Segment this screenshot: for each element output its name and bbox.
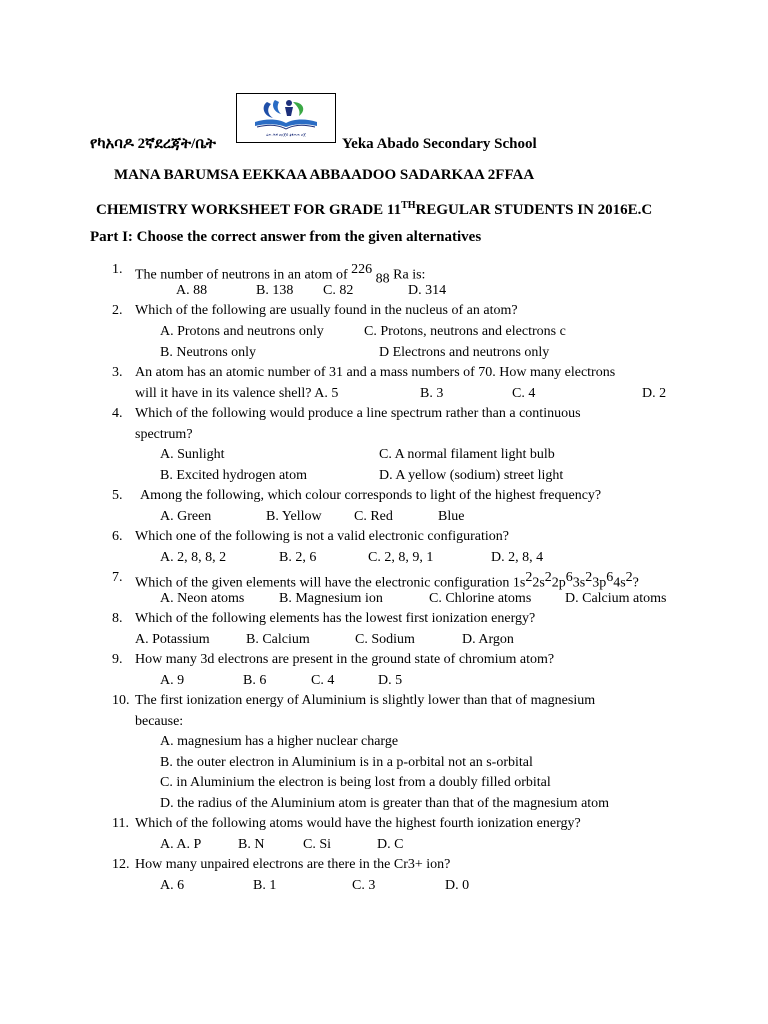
q9-option-a[interactable]: A. 9 xyxy=(160,673,185,688)
q9-option-d[interactable]: D. 5 xyxy=(378,673,403,688)
q10-option-d[interactable]: D. the radius of the Aluminium atom is greater than that of the magnesium atom xyxy=(160,796,610,811)
q6-option-d[interactable]: D. 2, 8, 4 xyxy=(491,550,544,565)
q12-option-d[interactable]: D. 0 xyxy=(445,878,470,893)
q11-option-b[interactable]: B. N xyxy=(238,837,265,852)
q2-number: 2. xyxy=(112,303,123,318)
q1-number: 1. xyxy=(112,262,123,277)
q9-number: 9. xyxy=(112,652,123,667)
q7-option-c[interactable]: C. Chlorine atoms xyxy=(429,591,532,606)
q4-text-line1: Which of the following would produce a line spectrum rather than a continuous xyxy=(135,406,581,421)
q9-text: How many 3d electrons are present in the ground state of chromium atom? xyxy=(135,652,555,667)
q4-number: 4. xyxy=(112,406,123,421)
q2-text: Which of the following are usually found in the nucleus of an atom? xyxy=(135,303,518,318)
q4-option-b[interactable]: B. Excited hydrogen atom xyxy=(160,468,307,483)
q11-option-d[interactable]: D. C xyxy=(377,837,404,852)
q4-option-a[interactable]: A. Sunlight xyxy=(160,447,225,462)
q5-option-b[interactable]: B. Yellow xyxy=(266,509,322,524)
q1-option-d[interactable]: D. 314 xyxy=(408,283,447,298)
school-name-amharic: የካአባዶ 2ኛደረጃት/ቤት xyxy=(90,136,216,152)
q10-text-line1: The first ionization energy of Aluminium is slightly lower than that of magnesium xyxy=(135,693,596,708)
title-superscript: TH xyxy=(401,200,416,211)
school-name-english: Yeka Abado Secondary School xyxy=(342,136,537,152)
q7-text-tail: ? xyxy=(632,575,639,591)
q11-option-a[interactable]: A. A. P xyxy=(160,837,202,852)
q1-text-post: Ra is: xyxy=(389,267,426,283)
q8-option-d[interactable]: D. Argon xyxy=(462,632,514,647)
q5-option-c[interactable]: C. Red xyxy=(354,509,393,524)
q5-number: 5. xyxy=(112,488,123,503)
school-name-oromo: MANA BARUMSA EEKKAA ABBAADOO SADARKAA 2FFAA xyxy=(114,167,535,183)
q6-text: Which one of the following is not a valid electronic configuration? xyxy=(135,529,509,544)
q1-option-b[interactable]: B. 138 xyxy=(256,283,294,298)
title-rest: REGULAR STUDENTS IN 2016E.C xyxy=(415,202,653,218)
q6-option-a[interactable]: A. 2, 8, 8, 2 xyxy=(160,550,227,565)
q3-text-line1: An atom has an atomic number of 31 and a mass numbers of 70. How many electrons xyxy=(135,365,616,380)
q1-atomic-number: 88 xyxy=(375,271,390,287)
q3-option-d[interactable]: D. 2 xyxy=(642,386,667,401)
q9-option-b[interactable]: B. 6 xyxy=(243,673,267,688)
logo-caption: ዕሐ ሕፃ ፀዐጀበ ፅፃሐሐ ፀጀ xyxy=(266,132,306,137)
q8-text: Which of the following elements has the lowest first ionization energy? xyxy=(135,611,536,626)
q5-option-d[interactable]: Blue xyxy=(438,509,465,524)
part1-heading: Part I: Choose the correct answer from the given alternatives xyxy=(90,229,482,245)
school-logo xyxy=(236,93,336,143)
q10-option-a[interactable]: A. magnesium has a higher nuclear charge xyxy=(160,734,399,749)
q10-text-line2: because: xyxy=(135,714,184,729)
q7-number: 7. xyxy=(112,570,123,585)
q7-text: Which of the given elements will have the electronic configuration 1s22s22p63s23p64s2? xyxy=(135,570,639,591)
q1-mass-number: 226 xyxy=(351,262,373,277)
q4-option-c[interactable]: C. A normal filament light bulb xyxy=(379,447,555,462)
title-main: CHEMISTRY WORKSHEET FOR GRADE 11 xyxy=(96,202,402,218)
q11-number: 11. xyxy=(112,816,129,831)
worksheet-title xyxy=(96,196,652,220)
q8-option-c[interactable]: C. Sodium xyxy=(355,632,415,647)
q2-option-a[interactable]: A. Protons and neutrons only xyxy=(160,324,324,339)
q10-number: 10. xyxy=(112,693,130,708)
q12-option-a[interactable]: A. 6 xyxy=(160,878,185,893)
q1-option-c[interactable]: C. 82 xyxy=(323,283,354,298)
q3-option-b[interactable]: B. 3 xyxy=(420,386,444,401)
q12-text: How many unpaired electrons are there in the Cr3+ ion? xyxy=(135,857,451,872)
q2-option-d[interactable]: D Electrons and neutrons only xyxy=(379,345,550,360)
q10-option-b[interactable]: B. the outer electron in Aluminium is in a p-orbital not an s-orbital xyxy=(160,755,533,770)
q12-number: 12. xyxy=(112,857,130,872)
q8-option-b[interactable]: B. Calcium xyxy=(246,632,310,647)
q7-text-main: Which of the given elements will have the electronic configuration 1s xyxy=(135,575,526,591)
q7-option-d[interactable]: D. Calcium atoms xyxy=(565,591,667,606)
q3-text-line2: will it have in its valence shell? A. 5 xyxy=(135,386,339,401)
q11-option-c[interactable]: C. Si xyxy=(303,837,332,852)
q8-number: 8. xyxy=(112,611,123,626)
q1-text-pre: The number of neutrons in an atom of xyxy=(135,267,352,283)
q8-option-a[interactable]: A. Potassium xyxy=(135,632,210,647)
q7-option-a[interactable]: A. Neon atoms xyxy=(160,591,245,606)
q5-text: Among the following, which colour corresponds to light of the highest frequency? xyxy=(140,488,602,503)
q6-option-b[interactable]: B. 2, 6 xyxy=(279,550,317,565)
q6-number: 6. xyxy=(112,529,123,544)
q10-option-c[interactable]: C. in Aluminium the electron is being lost from a doubly filled orbital xyxy=(160,775,551,790)
q2-option-b[interactable]: B. Neutrons only xyxy=(160,345,257,360)
q9-option-c[interactable]: C. 4 xyxy=(311,673,335,688)
q12-option-c[interactable]: C. 3 xyxy=(352,878,376,893)
q2-option-c[interactable]: C. Protons, neutrons and electrons c xyxy=(364,324,566,339)
q4-text-line2: spectrum? xyxy=(135,427,193,442)
q11-text: Which of the following atoms would have the highest fourth ionization energy? xyxy=(135,816,581,831)
q4-option-d[interactable]: D. A yellow (sodium) street light xyxy=(379,468,564,483)
q5-option-a[interactable]: A. Green xyxy=(160,509,212,524)
q3-number: 3. xyxy=(112,365,123,380)
q3-option-c[interactable]: C. 4 xyxy=(512,386,536,401)
q1-option-a[interactable]: A. 88 xyxy=(176,283,208,298)
q12-option-b[interactable]: B. 1 xyxy=(253,878,277,893)
q6-option-c[interactable]: C. 2, 8, 9, 1 xyxy=(368,550,434,565)
q7-option-b[interactable]: B. Magnesium ion xyxy=(279,591,383,606)
